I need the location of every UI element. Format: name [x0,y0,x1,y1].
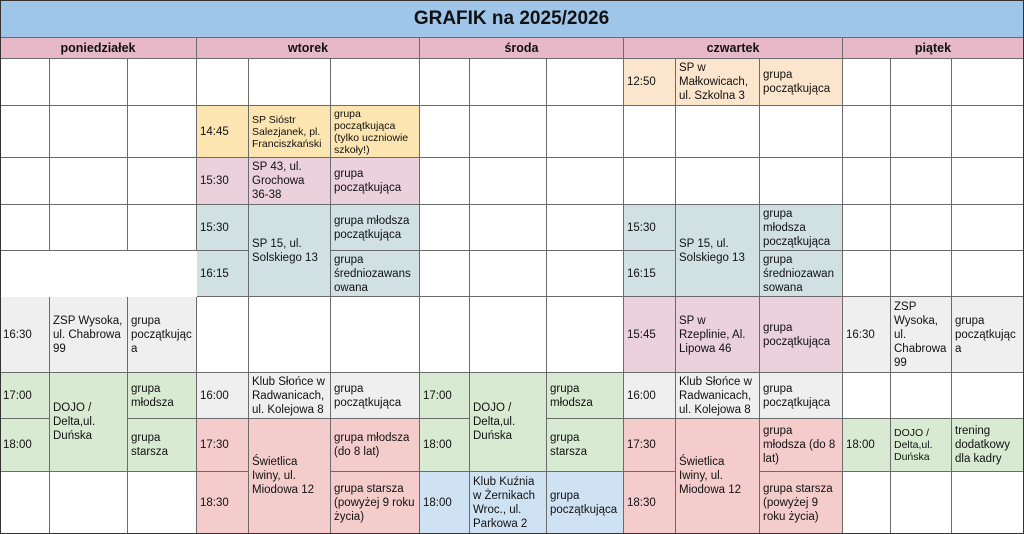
empty-cell [843,158,891,205]
empty-cell [891,205,952,251]
empty-cell [420,158,470,205]
empty-cell [547,59,624,106]
session-place: SP Sióstr Salezjanek, pl. Franciszkański [249,106,331,158]
empty-cell [249,297,331,373]
empty-cell [624,106,676,158]
session-time: 17:00 [0,373,50,419]
empty-cell [547,106,624,158]
session-place: Klub Słońce w Radwanicach, ul. Kolejowa 8 [676,373,760,419]
day-header-wednesday: środa [420,38,624,59]
empty-cell [331,59,420,106]
empty-cell [50,205,128,251]
session-group: grupa młodsza (do 8 lat) [331,419,420,472]
day-header-monday: poniedziałek [0,38,197,59]
empty-cell [952,373,1024,419]
session-time: 12:50 [624,59,676,106]
empty-cell [470,205,547,251]
session-time: 16:00 [624,373,676,419]
session-group: grupa początkująca [331,373,420,419]
session-group: grupa młodsza (do 8 lat) [760,419,843,472]
empty-cell [420,297,470,373]
empty-cell [891,59,952,106]
session-group: grupa początkująca (tylko uczniowie szkoły!) [331,106,420,158]
session-group: grupa starsza (powyżej 9 roku życia) [331,472,420,534]
session-place: Świetlica Iwiny, ul. Miodowa 12 [249,419,331,534]
session-place: DOJO / Delta,ul. Duńska [50,373,128,472]
session-time: 14:45 [197,106,249,158]
empty-cell [50,158,128,205]
empty-cell [50,59,128,106]
empty-cell [760,106,843,158]
empty-cell [249,59,331,106]
empty-cell [50,106,128,158]
empty-cell [470,158,547,205]
session-place: SP 15, ul. Solskiego 13 [249,205,331,297]
session-group: grupa początkująca [331,158,420,205]
empty-cell [0,472,50,534]
session-time: 18:00 [420,472,470,534]
empty-cell [843,106,891,158]
empty-cell [843,472,891,534]
session-place: ZSP Wysoka, ul. Chabrowa 99 [891,297,952,373]
session-group: grupa średniozawans owana [331,251,420,297]
session-place: Klub Słońce w Radwanicach, ul. Kolejowa 8 [249,373,331,419]
session-group: grupa młodsza [128,373,197,419]
session-place: SP w Rzeplinie, Al. Lipowa 46 [676,297,760,373]
session-time: 18:00 [420,419,470,472]
empty-cell [676,106,760,158]
session-group: grupa początkująca [760,59,843,106]
empty-cell [843,205,891,251]
session-place: SP 43, ul. Grochowa 36-38 [249,158,331,205]
empty-cell [624,158,676,205]
empty-cell [843,59,891,106]
session-time: 15:30 [197,205,249,251]
empty-cell [128,472,197,534]
session-group: grupa starsza [128,419,197,472]
empty-cell [420,106,470,158]
empty-cell [891,251,952,297]
session-time: 15:30 [624,205,676,251]
empty-cell [547,205,624,251]
session-place: Klub Kuźnia w Żernikach Wroc., ul. Parkowa 2 [470,472,547,534]
empty-cell [0,205,50,251]
empty-cell [470,251,547,297]
session-time: 17:00 [420,373,470,419]
day-header-friday: piątek [843,38,1024,59]
day-header-thursday: czwartek [624,38,843,59]
session-time: 17:30 [624,419,676,472]
session-group: grupa starsza (powyżej 9 roku życia) [760,472,843,534]
session-group: trening dodatkowy dla kadry [952,419,1024,472]
session-group: grupa początkująca [760,297,843,373]
session-time: 16:00 [197,373,249,419]
empty-cell [420,205,470,251]
empty-cell [891,106,952,158]
empty-cell [760,158,843,205]
session-time: 16:30 [0,297,50,373]
session-group: grupa początkując a [128,297,197,373]
day-header-tuesday: wtorek [197,38,420,59]
empty-cell [952,251,1024,297]
empty-cell [331,297,420,373]
session-time: 16:30 [843,297,891,373]
session-time: 16:15 [197,251,249,297]
empty-cell [128,106,197,158]
empty-cell [128,205,197,251]
page-title: GRAFIK na 2025/2026 [0,0,1024,38]
empty-cell [952,59,1024,106]
session-place: DOJO / Delta,ul. Duńska [470,373,547,472]
empty-cell [470,59,547,106]
empty-cell [420,251,470,297]
empty-cell [891,373,952,419]
session-place: ZSP Wysoka, ul. Chabrowa 99 [50,297,128,373]
session-time: 18:00 [843,419,891,472]
empty-cell [891,158,952,205]
session-place: SP w Małkowicach, ul. Szkolna 3 [676,59,760,106]
empty-cell [0,59,50,106]
empty-cell [843,373,891,419]
empty-cell [470,106,547,158]
empty-cell [891,472,952,534]
empty-cell [50,472,128,534]
session-time: 16:15 [624,251,676,297]
session-time: 17:30 [197,419,249,472]
empty-cell [952,472,1024,534]
empty-cell [0,106,50,158]
empty-cell [128,59,197,106]
session-group: grupa starsza [547,419,624,472]
session-time: 18:30 [624,472,676,534]
empty-cell [952,205,1024,251]
empty-cell [676,158,760,205]
empty-cell [197,297,249,373]
session-place: DOJO / Delta,ul. Duńska [891,419,952,472]
session-group: grupa młodsza początkująca [331,205,420,251]
empty-cell [952,106,1024,158]
empty-cell [843,251,891,297]
session-place: SP 15, ul. Solskiego 13 [676,205,760,297]
empty-cell [0,158,50,205]
session-group: grupa początkująca [547,472,624,534]
session-group: grupa młodsza [547,373,624,419]
session-group: grupa początkująca [760,373,843,419]
session-time: 15:45 [624,297,676,373]
empty-cell [547,158,624,205]
empty-cell [470,297,547,373]
session-group: grupa młodsza początkująca [760,205,843,251]
empty-cell [547,251,624,297]
session-group: grupa początkując a [952,297,1024,373]
session-place: Świetlica Iwiny, ul. Miodowa 12 [676,419,760,534]
session-time: 18:00 [0,419,50,472]
session-group: grupa średniozawan sowana [760,251,843,297]
empty-cell [952,158,1024,205]
empty-cell [547,297,624,373]
empty-cell [197,59,249,106]
empty-cell [420,59,470,106]
session-time: 18:30 [197,472,249,534]
session-time: 15:30 [197,158,249,205]
empty-cell [128,158,197,205]
